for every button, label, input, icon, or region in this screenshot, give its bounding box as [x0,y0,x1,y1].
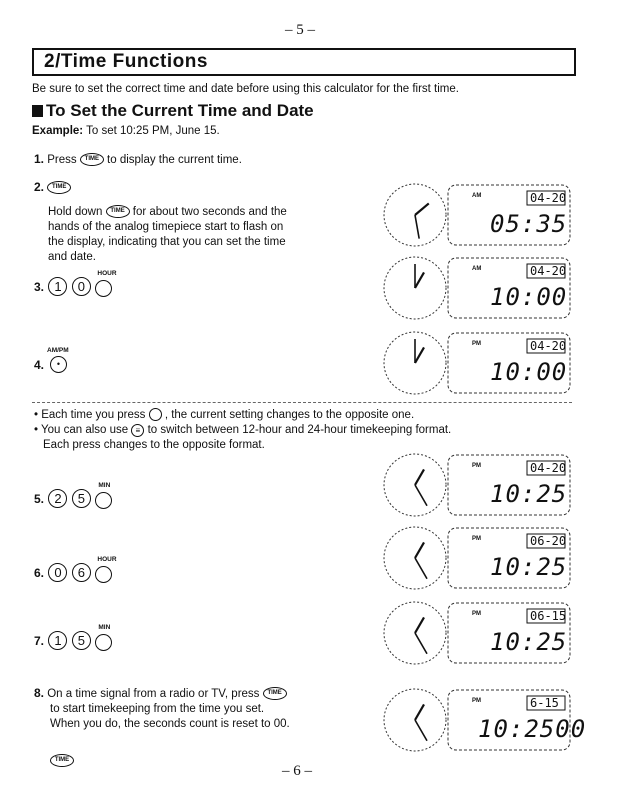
key-5-icon: 5 [72,631,91,650]
page-title: 2/Time Functions [44,51,208,72]
key-2-icon: 2 [48,489,67,508]
note-text: • Each time you press [34,409,146,421]
min-key-label: MIN [98,482,111,489]
ring-key-icon [95,492,112,509]
am-pm-indicator: AM [472,266,482,272]
step-text: Press [47,154,77,166]
am-pm-indicator: PM [472,341,481,347]
time-key-icon: TIME [263,687,287,700]
time-key-icon: TIME [47,181,71,194]
step-text: for about two seconds and the [132,206,287,218]
step-3 [34,270,117,298]
key-1-icon: 1 [48,631,67,650]
note-text: , the current setting changes to the opposite one. [164,409,415,421]
note-text: to switch between 12-hour and 24-hour timekeeping format. [147,424,452,436]
key-5-icon: 5 [72,489,91,508]
am-pm-indicator: PM [472,536,481,542]
step-number: 5. [34,492,45,507]
step-6 [34,556,117,584]
ampm-key-label: AM/PM [47,347,69,354]
step-number: 7. [34,634,45,649]
note-text: • You can also use [34,424,129,436]
watch-display [380,328,575,398]
lcd-time: 05:35 [490,210,568,238]
step-number: 2. [34,180,45,194]
lcd-date: 04-20 [530,191,567,205]
key-1-icon: 1 [48,277,67,296]
intro-text: Be sure to set the correct time and date before using this calculator for the first time. [32,83,459,95]
step-text: Hold down [48,206,103,218]
lcd-time: 10:25 [490,553,568,581]
step-text: hands of the analog timepiece start to flash on [48,221,284,233]
lcd-date: 06-15 [530,609,567,623]
step-1 [34,152,242,168]
watch-display [380,180,575,250]
step-text: On a time signal from a radio or TV, press [47,688,260,700]
notes [34,408,594,453]
time-key-icon: TIME [50,754,74,767]
step-text: and date. [48,251,96,263]
lcd-date: 04-20 [530,461,567,475]
time-key-icon: TIME [106,205,130,218]
note-text: Each press changes to the opposite format. [43,439,265,451]
lcd-time: 10:00 [490,358,568,386]
subheading-text: To Set the Current Time and Date [46,101,314,120]
step-8-key [50,752,74,770]
min-key [95,624,117,652]
lcd-time: 10:25 [490,480,568,508]
step-7 [34,624,117,652]
key-0-icon: 0 [48,563,67,582]
min-key-label: MIN [98,624,111,631]
square-bullet-icon [32,105,43,117]
lcd-time: 10:00 [490,283,568,311]
hour-key-label: HOUR [97,556,117,563]
step-text: to display the current time. [107,154,242,166]
page-number-top: – 5 – [285,22,315,38]
hour-key-label: HOUR [97,270,117,277]
ampm-key-icon [149,408,162,421]
watch-display [380,685,587,755]
key-0-icon: 0 [72,277,91,296]
step-number: 3. [34,280,45,295]
lcd-date: 04-20 [530,339,567,353]
lcd-date: 6-15 [530,696,559,710]
step-8 [34,686,354,732]
mode-1224-key-icon: ≡ [131,424,144,437]
step-2-text [48,205,348,265]
step-text: to start timekeeping from the time you set. [50,703,265,715]
lcd-time: 10:2500 [478,715,587,743]
lcd-time: 10:25 [490,628,568,656]
ring-key-icon [95,566,112,583]
step-number: 4. [34,358,45,372]
min-key [95,482,117,510]
ring-key-icon [95,634,112,651]
time-key-icon: TIME [80,153,104,166]
separator [32,402,572,403]
step-5 [34,482,117,510]
step-text: the display, indicating that you can set the time [48,236,286,248]
step-number: 8. [34,686,45,700]
page-number-bottom: – 6 – [282,763,312,779]
subheading [32,101,314,121]
step-text: When you do, the seconds count is reset to 00. [50,718,290,730]
lcd-date: 04-20 [530,264,567,278]
hour-key [95,556,117,584]
am-pm-indicator: PM [472,611,481,617]
example-label: Example: [32,125,84,137]
example-line [32,124,220,139]
step-2-num [34,180,71,196]
watch-display [380,450,575,520]
am-pm-indicator: PM [472,698,481,704]
watch-display [380,253,575,323]
ring-key-icon [95,280,112,297]
ampm-key-icon: • [50,356,67,373]
watch-display [380,598,575,668]
step-number: 1. [34,152,45,166]
hour-key [95,270,117,298]
section-header [32,48,576,76]
watch-display [380,523,575,593]
am-pm-indicator: AM [472,193,482,199]
step-number: 6. [34,566,45,581]
example-text: To set 10:25 PM, June 15. [86,125,220,137]
am-pm-indicator: PM [472,463,481,469]
key-6-icon: 6 [72,563,91,582]
lcd-date: 06-20 [530,534,567,548]
